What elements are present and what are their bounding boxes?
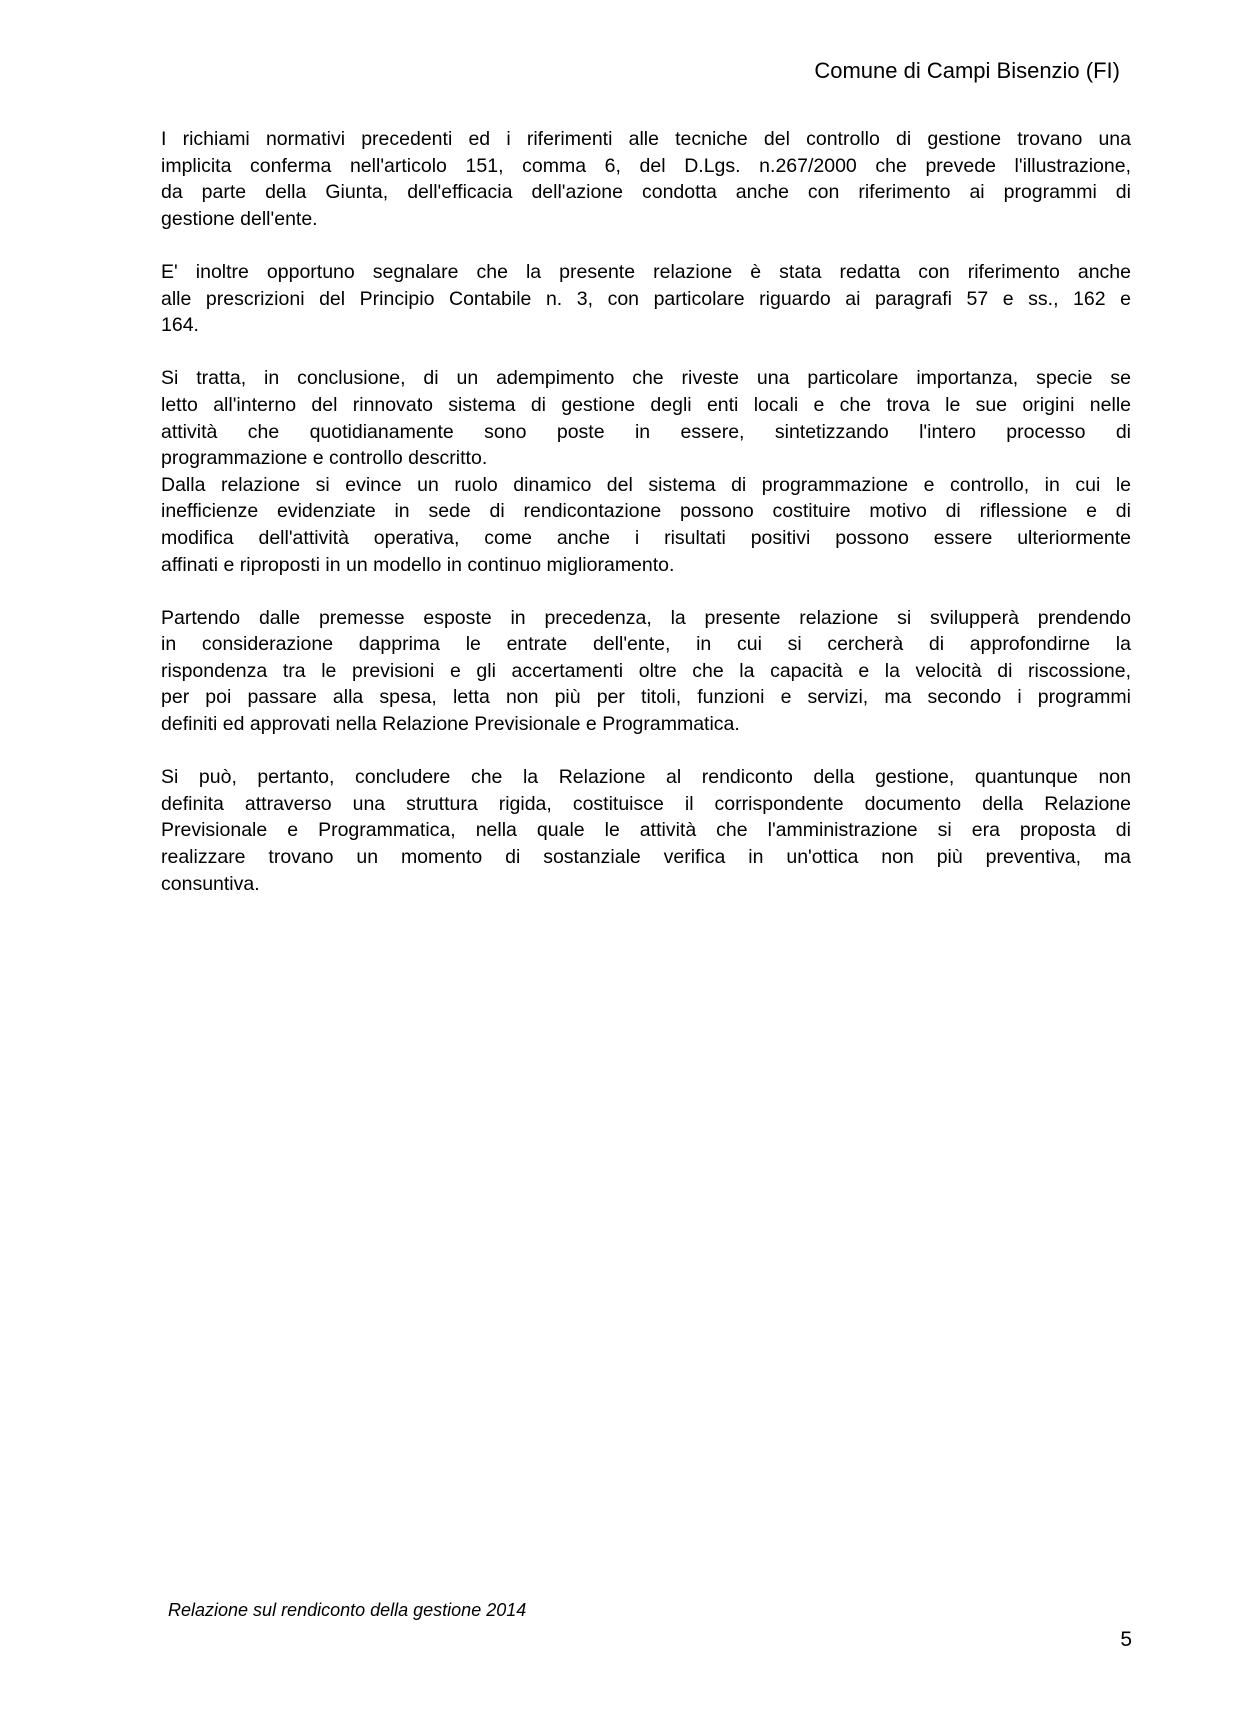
page-number: 5 [1120, 1628, 1132, 1651]
text-line: attività che quotidianamente sono poste in essere, sintetizzando l'intero processo di [161, 420, 1131, 443]
paragraph [161, 472, 1131, 578]
text-line: letto all'interno del rinnovato sistema di gestione degli enti locali e che trova le sue origini nelle [161, 393, 1131, 416]
text-line: programmazione e controllo descritto. [161, 447, 488, 470]
text-line: rispondenza tra le previsioni e gli accertamenti oltre che la capacità e la velocità di riscossione, [161, 659, 1131, 682]
text-line: Partendo dalle premesse esposte in precedenza, la presente relazione si svilupperà prendendo [161, 606, 1131, 629]
text-line: da parte della Giunta, dell'efficacia dell'azione condotta anche con riferimento ai programmi di [161, 181, 1131, 204]
text-line: affinati e riproposti in un modello in continuo miglioramento. [161, 553, 675, 576]
text-line: Si può, pertanto, concludere che la Relazione al rendiconto della gestione, quantunque non [161, 766, 1131, 789]
text-line: definita attraverso una struttura rigida, costituisce il corrispondente documento della Relazione [161, 792, 1131, 815]
paragraph [161, 259, 1131, 339]
text-line: implicita conferma nell'articolo 151, comma 6, del D.Lgs. n.267/2000 che prevede l'illustrazione, [161, 154, 1131, 177]
text-line: definiti ed approvati nella Relazione Previsionale e Programmatica. [161, 713, 740, 736]
text-line: Dalla relazione si evince un ruolo dinamico del sistema di programmazione e controllo, in cui le [161, 473, 1131, 496]
paragraph [161, 126, 1131, 232]
text-line: Si tratta, in conclusione, di un adempimento che riveste una particolare importanza, specie se [161, 367, 1131, 390]
paragraph [161, 605, 1131, 738]
text-line: alle prescrizioni del Principio Contabile n. 3, con particolare riguardo ai paragrafi 57 e ss., 162 e [161, 287, 1131, 310]
paragraph [161, 764, 1131, 897]
text-line: per poi passare alla spesa, letta non più per titoli, funzioni e servizi, ma secondo i programmi [161, 686, 1131, 709]
text-line: E' inoltre opportuno segnalare che la presente relazione è stata redatta con riferimento anche [161, 260, 1131, 283]
document-body [161, 126, 1131, 924]
text-line: consuntiva. [161, 872, 260, 895]
text-line: in considerazione dapprima le entrate dell'ente, in cui si cercherà di approfondirne la [161, 633, 1131, 656]
text-line: inefficienze evidenziate in sede di rendicontazione possono costituire motivo di riflessione e di [161, 500, 1131, 523]
text-line: Previsionale e Programmatica, nella quale le attività che l'amministrazione si era proposta di [161, 819, 1131, 842]
text-line: I richiami normativi precedenti ed i riferimenti alle tecniche del controllo di gestione trovano una [161, 128, 1131, 150]
text-line: realizzare trovano un momento di sostanziale verifica in un'ottica non più preventiva, ma [161, 846, 1131, 869]
page-header: Comune di Campi Bisenzio (FI) [814, 58, 1120, 83]
text-line: modifica dell'attività operativa, come anche i risultati positivi possono essere ulteriormente [161, 526, 1131, 549]
paragraph [161, 365, 1131, 471]
text-line: gestione dell'ente. [161, 207, 318, 230]
page-footer: Relazione sul rendiconto della gestione 2014 [168, 1600, 527, 1620]
text-line: 164. [161, 314, 199, 337]
